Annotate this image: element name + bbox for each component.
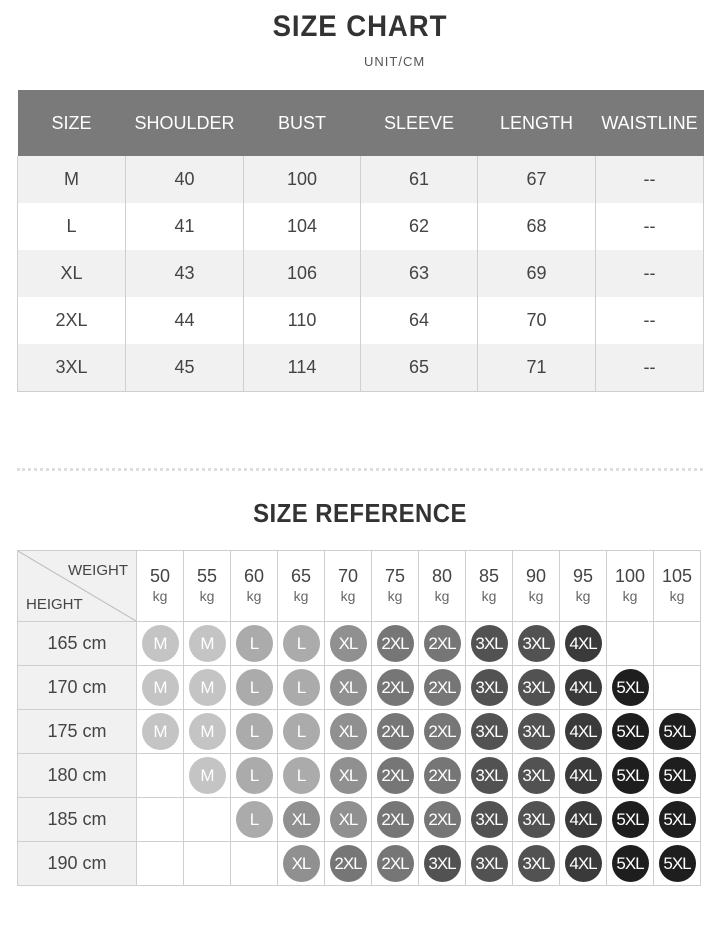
size-badge: 3XL — [471, 625, 508, 662]
weight-unit: kg — [246, 588, 262, 604]
table-cell: 106 — [244, 250, 361, 297]
size-badge: 4XL — [565, 845, 602, 882]
size-badge: M — [189, 669, 226, 706]
grid-cell — [184, 842, 231, 886]
grid-cell — [325, 666, 372, 710]
grid-cell — [513, 754, 560, 798]
grid-cell — [466, 622, 513, 666]
size-badge: 2XL — [424, 757, 461, 794]
size-badge: L — [236, 713, 273, 750]
grid-cell — [372, 622, 419, 666]
weight-unit: kg — [669, 588, 685, 604]
grid-cell — [560, 666, 607, 710]
size-badge: M — [142, 669, 179, 706]
size-badge: 2XL — [377, 625, 414, 662]
size-reference-grid — [17, 550, 701, 886]
weight-header — [372, 551, 419, 622]
table-cell: 44 — [126, 297, 244, 344]
grid-cell — [184, 798, 231, 842]
grid-cell — [513, 666, 560, 710]
size-badge: M — [189, 757, 226, 794]
weight-axis-label: WEIGHT — [68, 562, 128, 579]
table-cell: -- — [596, 344, 704, 392]
weight-unit: kg — [434, 588, 450, 604]
table-cell: 62 — [361, 203, 478, 250]
grid-cell — [325, 710, 372, 754]
table-cell: -- — [596, 203, 704, 250]
grid-cell — [419, 622, 466, 666]
table-cell: 2XL — [18, 297, 126, 344]
grid-cell — [137, 622, 184, 666]
grid-cell — [607, 710, 654, 754]
grid-cell — [184, 754, 231, 798]
table-cell: 114 — [244, 344, 361, 392]
height-label: 185 cm — [18, 798, 137, 842]
weight-header — [607, 551, 654, 622]
height-label: 190 cm — [18, 842, 137, 886]
grid-cell — [278, 666, 325, 710]
grid-cell — [372, 754, 419, 798]
table-cell: 65 — [361, 344, 478, 392]
grid-cell — [654, 710, 701, 754]
grid-cell — [466, 798, 513, 842]
grid-cell — [137, 754, 184, 798]
table-cell: -- — [596, 297, 704, 344]
size-badge: 4XL — [565, 757, 602, 794]
grid-cell — [560, 842, 607, 886]
size-badge: M — [189, 713, 226, 750]
grid-cell — [231, 622, 278, 666]
size-badge: 5XL — [659, 757, 696, 794]
weight-value: 75 — [384, 566, 406, 586]
grid-cell — [137, 710, 184, 754]
grid-cell — [654, 842, 701, 886]
weight-value: 60 — [243, 566, 265, 586]
table-cell: 104 — [244, 203, 361, 250]
table-row — [18, 250, 704, 297]
grid-cell — [278, 710, 325, 754]
height-row — [18, 842, 701, 886]
size-badge: 3XL — [471, 669, 508, 706]
size-badge: 2XL — [377, 669, 414, 706]
weight-header — [137, 551, 184, 622]
size-badge: M — [142, 713, 179, 750]
grid-cell — [372, 798, 419, 842]
size-badge: 3XL — [518, 757, 555, 794]
size-badge: 5XL — [612, 713, 649, 750]
grid-cell — [372, 710, 419, 754]
section-divider — [17, 468, 703, 471]
size-badge: 2XL — [377, 713, 414, 750]
size-badge: M — [189, 625, 226, 662]
grid-cell — [654, 622, 701, 666]
size-badge: 5XL — [659, 845, 696, 882]
table-cell: 69 — [478, 250, 596, 297]
grid-cell — [419, 710, 466, 754]
column-header: SIZE — [18, 90, 126, 156]
weight-header-row — [18, 551, 701, 622]
grid-cell — [278, 622, 325, 666]
size-badge: L — [236, 757, 273, 794]
grid-cell — [278, 754, 325, 798]
size-badge: 3XL — [471, 757, 508, 794]
grid-cell — [372, 666, 419, 710]
size-badge: XL — [283, 845, 320, 882]
size-badge: 2XL — [377, 757, 414, 794]
column-header: BUST — [244, 90, 361, 156]
height-row — [18, 622, 701, 666]
grid-cell — [607, 842, 654, 886]
size-badge: XL — [330, 801, 367, 838]
grid-cell — [231, 666, 278, 710]
size-badge: L — [236, 801, 273, 838]
weight-header — [231, 551, 278, 622]
height-row — [18, 754, 701, 798]
table-cell: 64 — [361, 297, 478, 344]
grid-cell — [419, 798, 466, 842]
size-badge: 3XL — [471, 845, 508, 882]
size-badge: 4XL — [565, 713, 602, 750]
size-badge: XL — [283, 801, 320, 838]
grid-cell — [325, 842, 372, 886]
grid-cell — [607, 666, 654, 710]
grid-cell — [466, 842, 513, 886]
size-badge: XL — [330, 713, 367, 750]
size-badge: 3XL — [471, 713, 508, 750]
grid-cell — [654, 666, 701, 710]
table-cell: 45 — [126, 344, 244, 392]
size-badge: M — [142, 625, 179, 662]
grid-cell — [419, 754, 466, 798]
grid-cell — [184, 666, 231, 710]
weight-header — [419, 551, 466, 622]
grid-cell — [231, 798, 278, 842]
table-cell: 40 — [126, 156, 244, 203]
weight-header — [325, 551, 372, 622]
grid-cell — [560, 798, 607, 842]
size-badge: 2XL — [330, 845, 367, 882]
grid-cell — [325, 622, 372, 666]
weight-header — [184, 551, 231, 622]
size-badge: L — [283, 713, 320, 750]
grid-cell — [513, 710, 560, 754]
height-row — [18, 710, 701, 754]
grid-cell — [137, 798, 184, 842]
size-badge: 4XL — [565, 625, 602, 662]
weight-value: 90 — [525, 566, 547, 586]
weight-unit: kg — [528, 588, 544, 604]
table-cell: 70 — [478, 297, 596, 344]
grid-cell — [184, 622, 231, 666]
size-chart-table — [17, 90, 704, 392]
size-badge: 5XL — [612, 669, 649, 706]
table-cell: 63 — [361, 250, 478, 297]
table-cell: 110 — [244, 297, 361, 344]
weight-value: 70 — [337, 566, 359, 586]
weight-header — [278, 551, 325, 622]
grid-cell — [560, 622, 607, 666]
unit-label: UNIT/CM — [364, 54, 426, 69]
size-badge: 5XL — [659, 801, 696, 838]
weight-unit: kg — [575, 588, 591, 604]
weight-value: 100 — [614, 566, 646, 586]
height-axis-label: HEIGHT — [26, 596, 83, 613]
corner-cell — [18, 551, 137, 622]
size-badge: XL — [330, 757, 367, 794]
grid-cell — [231, 754, 278, 798]
size-badge: 2XL — [377, 801, 414, 838]
weight-value: 105 — [661, 566, 693, 586]
table-row — [18, 344, 704, 392]
weight-value: 85 — [478, 566, 500, 586]
size-chart-title: SIZE CHART — [272, 10, 448, 43]
grid-cell — [654, 798, 701, 842]
size-badge: 4XL — [565, 669, 602, 706]
size-badge: 3XL — [518, 669, 555, 706]
grid-cell — [607, 622, 654, 666]
size-badge: 5XL — [612, 845, 649, 882]
size-badge: 3XL — [471, 801, 508, 838]
table-cell: M — [18, 156, 126, 203]
weight-unit: kg — [152, 588, 168, 604]
size-badge: 2XL — [424, 625, 461, 662]
table-cell: -- — [596, 250, 704, 297]
size-badge: 3XL — [518, 713, 555, 750]
size-badge: 5XL — [659, 713, 696, 750]
grid-cell — [419, 666, 466, 710]
grid-cell — [231, 710, 278, 754]
size-badge: 3XL — [518, 801, 555, 838]
grid-cell — [278, 842, 325, 886]
size-badge: 2XL — [377, 845, 414, 882]
table-cell: XL — [18, 250, 126, 297]
size-badge: L — [283, 757, 320, 794]
size-badge: 2XL — [424, 713, 461, 750]
grid-cell — [513, 622, 560, 666]
grid-cell — [654, 754, 701, 798]
table-cell: -- — [596, 156, 704, 203]
height-label: 170 cm — [18, 666, 137, 710]
size-badge: L — [236, 625, 273, 662]
grid-cell — [466, 754, 513, 798]
weight-header — [513, 551, 560, 622]
table-cell: 43 — [126, 250, 244, 297]
grid-cell — [607, 754, 654, 798]
height-label: 175 cm — [18, 710, 137, 754]
grid-cell — [560, 754, 607, 798]
table-cell: L — [18, 203, 126, 250]
weight-value: 65 — [290, 566, 312, 586]
height-label: 165 cm — [18, 622, 137, 666]
grid-cell — [513, 798, 560, 842]
table-cell: 67 — [478, 156, 596, 203]
grid-cell — [607, 798, 654, 842]
weight-unit: kg — [481, 588, 497, 604]
size-chart-header-row — [18, 90, 704, 156]
weight-unit: kg — [293, 588, 309, 604]
grid-cell — [513, 842, 560, 886]
table-cell: 3XL — [18, 344, 126, 392]
weight-header — [560, 551, 607, 622]
weight-value: 80 — [431, 566, 453, 586]
weight-value: 55 — [196, 566, 218, 586]
size-badge: 3XL — [424, 845, 461, 882]
column-header: LENGTH — [478, 90, 596, 156]
grid-cell — [278, 798, 325, 842]
grid-cell — [137, 666, 184, 710]
weight-header — [654, 551, 701, 622]
weight-value: 95 — [572, 566, 594, 586]
weight-unit: kg — [622, 588, 638, 604]
height-row — [18, 798, 701, 842]
size-badge: 3XL — [518, 845, 555, 882]
table-cell: 71 — [478, 344, 596, 392]
size-badge: L — [236, 669, 273, 706]
column-header: SLEEVE — [361, 90, 478, 156]
column-header: SHOULDER — [126, 90, 244, 156]
grid-cell — [184, 710, 231, 754]
size-badge: 4XL — [565, 801, 602, 838]
size-badge: L — [283, 625, 320, 662]
grid-cell — [466, 666, 513, 710]
size-badge: XL — [330, 669, 367, 706]
grid-cell — [466, 710, 513, 754]
table-cell: 41 — [126, 203, 244, 250]
weight-value: 50 — [149, 566, 171, 586]
weight-unit: kg — [340, 588, 356, 604]
table-cell: 61 — [361, 156, 478, 203]
grid-cell — [372, 842, 419, 886]
grid-cell — [325, 798, 372, 842]
size-badge: 3XL — [518, 625, 555, 662]
height-label: 180 cm — [18, 754, 137, 798]
table-row — [18, 156, 704, 203]
column-header: WAISTLINE — [596, 90, 704, 156]
grid-cell — [137, 842, 184, 886]
weight-header — [466, 551, 513, 622]
grid-cell — [560, 710, 607, 754]
table-row — [18, 203, 704, 250]
size-badge: L — [283, 669, 320, 706]
size-badge: 2XL — [424, 801, 461, 838]
size-badge: 5XL — [612, 757, 649, 794]
size-badge: 5XL — [612, 801, 649, 838]
table-cell: 100 — [244, 156, 361, 203]
grid-cell — [231, 842, 278, 886]
height-row — [18, 666, 701, 710]
table-cell: 68 — [478, 203, 596, 250]
table-row — [18, 297, 704, 344]
weight-unit: kg — [387, 588, 403, 604]
size-badge: XL — [330, 625, 367, 662]
size-badge: 2XL — [424, 669, 461, 706]
grid-cell — [325, 754, 372, 798]
grid-cell — [419, 842, 466, 886]
size-reference-title: SIZE REFERENCE — [253, 498, 467, 528]
weight-unit: kg — [199, 588, 215, 604]
